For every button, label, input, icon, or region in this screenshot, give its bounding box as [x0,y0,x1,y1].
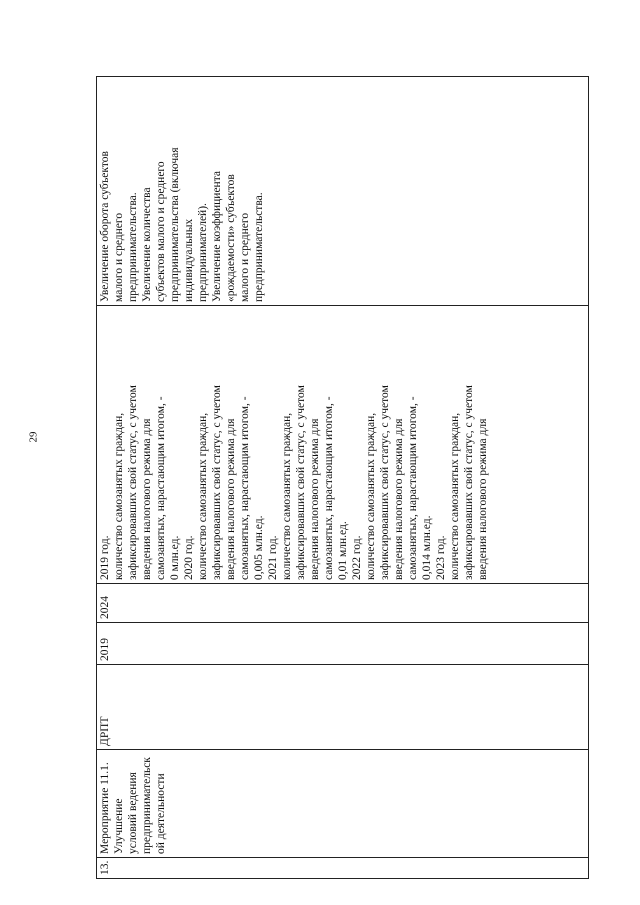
indicator-line: введения налогового режима для [309,418,321,580]
result-line: индивидуальных [183,218,195,302]
indicator-line: количество самозанятых граждан, [197,412,209,580]
measure-line: Мероприятие 11.1. [99,762,111,854]
indicator-line: зафиксировавших свой статус, с учетом [211,385,223,580]
indicators-cell [97,306,589,584]
result-line: предпринимателей). [197,203,209,302]
indicator-line: зафиксировавших свой статус, с учетом [295,385,307,580]
row-number-cell [97,858,589,879]
result-line: субъектов малого и среднего [155,161,167,302]
indicator-line: 2019 год. [99,535,111,580]
measure-line: условий ведения [127,772,139,854]
year-end: 2024 [99,596,111,619]
indicator-line: самозанятых, нарастающим итогом, - [155,396,167,580]
indicator-line: количество самозанятых граждан, [281,412,293,580]
rotated-table-frame [96,76,589,879]
year-end-cell [97,584,589,623]
result-line: малого и среднего [113,212,125,302]
indicator-line: 0,005 млн.ед. [253,515,265,580]
indicator-line: самозанятых, нарастающим итогом, - [239,396,251,580]
indicator-line: самозанятых, нарастающим итогом, - [323,396,335,580]
row-number: 13. [99,860,111,875]
result-line: Увеличение коэффициента [211,171,223,302]
indicator-line: зафиксировавших свой статус, с учетом [379,385,391,580]
result-line: Увеличение оборота субъектов [99,151,111,302]
indicator-line: 2021 год. [267,535,279,580]
result-line: предпринимательства. [253,192,265,302]
year-start: 2019 [99,638,111,661]
measure-line: предпринимательск [141,757,153,854]
indicator-line: количество самозанятых граждан, [449,412,461,580]
result-line: малого и среднего [239,212,251,302]
result-line: предпринимательства. [127,192,139,302]
measure-line: Улучшение [113,798,125,854]
result-line: предпринимательства (включая [169,147,181,302]
indicator-line: введения налогового режима для [141,418,153,580]
indicator-line: количество самозанятых граждан, [365,412,377,580]
indicator-line: 0,014 млн.ед. [421,515,433,580]
indicator-line: введения налогового режима для [225,418,237,580]
indicator-line: введения налогового режима для [393,418,405,580]
measure-line: ой деятельности [155,773,167,854]
indicator-line: зафиксировавших свой статус, с учетом [127,385,139,580]
year-start-cell [97,623,589,665]
table-container [96,76,589,879]
page-number-text: 29 [27,431,39,443]
results-cell [97,77,589,306]
measure-cell [97,750,589,858]
indicator-line: самозанятых, нарастающим итогом, - [407,396,419,580]
indicator-line: 0 млн.ед. [169,535,181,580]
result-line: «рождаемости» субъектов [225,174,237,302]
indicator-line: 2022 год. [351,535,363,580]
page-number [26,425,40,449]
indicator-line: 0,01 млн.ед. [337,521,349,580]
indicator-line: 2023 год. [435,535,447,580]
indicator-line: введения налогового режима для [477,418,489,580]
result-line: Увеличение количества [141,187,153,302]
program-table [96,76,589,879]
indicator-line: зафиксировавших свой статус, с учетом [463,385,475,580]
executor-cell [97,665,589,750]
table-row [97,77,589,879]
indicator-line: количество самозанятых граждан, [113,412,125,580]
indicator-line: 2020 год. [183,535,195,580]
executor: ДРПТ [99,716,111,746]
